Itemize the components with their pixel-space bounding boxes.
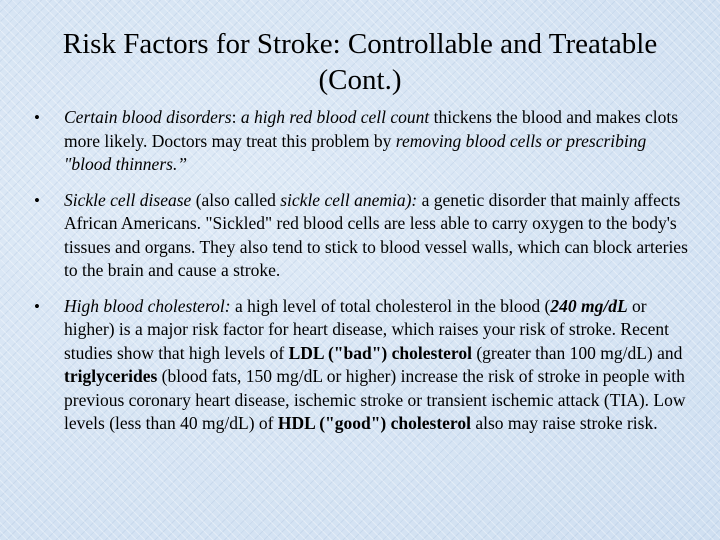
bullet-text-segment: High blood cholesterol: xyxy=(64,295,231,316)
bullet-text-segment: also may raise stroke risk. xyxy=(470,413,658,433)
bullet-cholesterol xyxy=(34,295,694,436)
slide-title: Risk Factors for Stroke: Controllable and Treatable (Cont.) xyxy=(62,28,658,96)
bullet-text-segment: : xyxy=(231,107,241,127)
bullet-text-segment: sickle cell anemia): xyxy=(280,189,418,210)
bullet-text-segment: 240 mg/dL xyxy=(550,295,628,316)
bullet-text-segment: a genetic disorder that mainly affects African Americans. "Sickled" red blood cells are less able to carry oxygen to the body's tissues and organs. They also tend to stick to blood vessel walls, which can block arteries to the brain and cause a stroke. xyxy=(64,189,688,280)
bullet-text-segment: a high red blood cell count xyxy=(240,107,430,127)
bullet-text-segment: (also called xyxy=(191,189,281,210)
bullet-text-segment: Sickle cell disease xyxy=(64,189,192,210)
bullet-text-segment: LDL ("bad") cholesterol xyxy=(288,342,472,363)
bullet-blood-disorders xyxy=(34,106,694,177)
bullet-marker: • xyxy=(34,296,40,316)
bullet-text-segment: Certain blood disorders xyxy=(64,107,232,127)
bullet-marker: • xyxy=(34,108,40,127)
bullet-text-segment: HDL ("good") cholesterol xyxy=(277,413,471,433)
bullet-text-segment: a high level of total cholesterol in the blood ( xyxy=(230,295,551,316)
bullet-text-segment: (blood fats, 150 mg/dL or higher) increase the risk of stroke in people with previous coronary heart disease, ischemic stroke or transient ischemic attack (TIA). Low levels (less than 40 mg/dL) of xyxy=(64,366,686,433)
bullet-text-segment: thickens the blood and makes clots more likely. Doctors may treat this problem by xyxy=(64,107,679,151)
bullet-marker: • xyxy=(34,190,40,210)
bullet-text-segment: removing blood cells or prescribing "blood thinners.” xyxy=(64,130,647,174)
bullet-list xyxy=(34,106,694,448)
bullet-text-segment: (greater than 100 mg/dL) and xyxy=(471,342,683,363)
bullet-text-segment: triglycerides xyxy=(64,366,158,386)
bullet-sickle-cell xyxy=(34,189,694,283)
bullet-text-segment: or higher) is a major risk factor for heart disease, which raises your risk of stroke. Recent studies show that high levels of xyxy=(64,295,670,363)
